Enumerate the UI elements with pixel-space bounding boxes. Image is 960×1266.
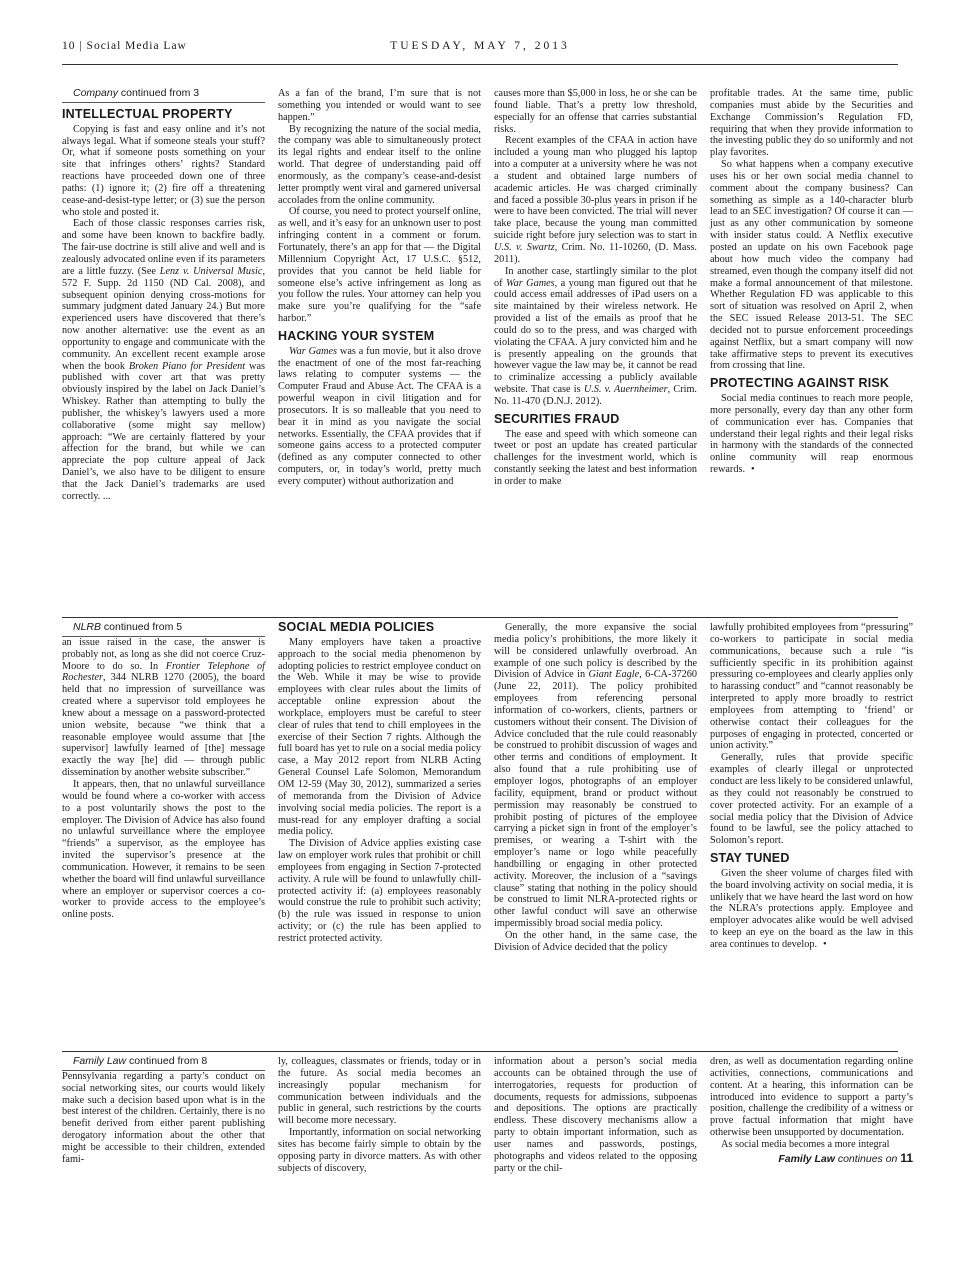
jump-line[interactable]: Family Law continues on 11 <box>778 1150 913 1165</box>
nlrb-article <box>62 620 913 1047</box>
paragraph: Each of those classic responses carries risk, and some have been known to backfire badly. The fair-use doctrine is still alive and well and is zealously advocated online even if its parameters are a little fuzzy. (See Lenz v. Universal Music, 572 F. Supp. 2d 1150 (ND Cal. 2008), and subsequent opinion denying cross-motions for summary judgment dated January 24.) But more experienced users have discovered that there’s now another alternative: use the event as an opportunity to engage and communicate with the community. An excellent recent example arose when the book Broken Piano for President was published with cover art that was pretty obviously inspired by the label on Jack Daniel’s Whiskey. Rather than attempting to bully the publisher, the whiskey’s lawyers used a more collaborative (some might say mellow) approach: “We are certainly flattered by your affection for the brand, but while we can appreciate the pop culture appeal of Jack Daniel’s, we also have to be diligent to ensure that the Jack Daniel’s trademarks are used correctly. ... <box>62 218 265 502</box>
paragraph: So what happens when a company executive uses his or her own social media channel to comment about the company business? Can something as simple as a 140-character blurb lead to an SEC investigation? Of course it can — just as any other communication by someone with insider status could. A Netflix executive posted an update on his own Facebook page about how much video the company had streamed, even though the company itself did not make a formal announcement of that milestone. Whether Regulation FD was applicable to this sort of situation was resolved on April 2, when the SEC issued Release 2013-51. The SEC decided not to pursue enforcement proceedings against Netflix, but a smart company will now take affirmative steps to prevent its executives from crossing that line. <box>710 159 913 372</box>
column-3 <box>494 1056 697 1174</box>
subhead-intellectual-property: INTELLECTUAL PROPERTY <box>62 106 233 121</box>
paragraph: causes more than $5,000 in loss, he or she can be found liable. That’s a pretty low threshold, especially for an offense that carries substantial risks. <box>494 88 697 135</box>
paragraph: ly, colleagues, classmates or friends, today or in the future. As social media becomes an increasingly popular mechanism for communication between individuals and the public in general, such restrictions by the courts will become more necessary. <box>278 1056 481 1127</box>
paragraph: The Division of Advice applies existing case law on employer work rules that prohibit or chill employees from engaging in Section 7-protected activity. A rule will be found to unlawfully chill-protected activity if: (a) employees reasonably would construe the rule to prohibit such activity; (b) the rule was issued in response to union activity; or (c) the rule has been applied to restrict protected activity. <box>278 838 481 944</box>
column-1 <box>62 88 265 503</box>
paragraph: Generally, rules that provide specific examples of clearly illegal or unprotected conduct are less likely to be considered unlawful, as they could not reasonably be construed to cover protected activity. For an example of a social media policy that the Division of Advice found to be lawful, see the policy attached to Solomon’s report. <box>710 752 913 847</box>
continued-line: Family Law continued from 8 <box>62 1056 265 1071</box>
paragraph: Pennsylvania regarding a party’s conduct on social networking sites, our courts would likely make such a decision based upon what is in the best interest of the children. Certainly, there is no benefit derived from either parent publishing derogatory information about the other that might be accessible to their children, extended fami- <box>62 1070 265 1165</box>
subhead-social-media-policies: SOCIAL MEDIA POLICIES <box>278 620 435 634</box>
subhead-stay-tuned: STAY TUNED <box>710 851 790 866</box>
column-2 <box>278 1056 481 1174</box>
column-2 <box>278 88 481 488</box>
section-rule <box>62 1051 898 1052</box>
end-mark: • <box>823 938 827 950</box>
paragraph: an issue raised in the case, the answer is probably not, as long as she did not coerce Cruz-Moore to do so. In Frontier Telephone of Rochester, 344 NLRB 1270 (2005), the board held that no impression of surveillance was created where a supervisor told employees he knew about a message on a password-protected union website, because “we think that a reasonable employee would assume that [the supervisor] lawfully learned of [the] message exactly the way [he] did — through public dissemination by another website subscriber.” <box>62 636 265 779</box>
paragraph: Generally, the more expansive the social media policy’s prohibitions, the more likely it will be considered unlawfully overbroad. An example of one such policy is described by the Division of Advice in Giant Eagle, 6-CA-37260 (June 22, 2011). The policy prohibited employees from referencing personal information of co-workers, clients, partners or customers without their consent. The Division of Advice concluded that the rule could reasonably be construed to prohibit discussion of wages and other terms and conditions of employment. It also found that a rule prohibiting use of employer logos, photographs of an employer facility, equipment, brand or product without permission may reasonably be construed to prohibit posting of pictures of the employee carrying a picket sign in front of the employer’s premises, or wearing a T-shirt with the employer’s name or logo while peacefully handbilling or engaging in other protected activity. Moreover, the inclusion of a “savings clause” stating that nothing in the policy should be construed to limit NLRA-protected rights or other lawful conduct will save an otherwise impermissibly broad social media policy. <box>494 622 697 930</box>
paragraph: Given the sheer volume of charges filed with the board involving activity on social media, it is unlikely that we have heard the last word on how the NLRA’s protections apply. Employee and employer advocates alike would be well advised to keep an eye on the board as the law in this area continues to develop. • <box>710 867 913 950</box>
column-2 <box>278 622 481 945</box>
paragraph: It appears, then, that no unlawful surveillance would be found where a co-worker with access to a post voluntarily shows the post to the employer. The Division of Advice has also found no unlawful surveillance where the employee “friends” a supervisor, as the employee has invited the supervisor’s presence at the communication. However, it remains to be seen whether the board will find unlawful surveillance where an employer or supervisor coerces a co-worker to provide access to the employee’s online posts. <box>62 778 265 921</box>
running-header <box>62 40 898 60</box>
subhead-securities-fraud: SECURITIES FRAUD <box>494 411 620 426</box>
paragraph: Social media continues to reach more people, more personally, every day than any other form of communication ever has. Companies that understand their legal rights and their legal risks in harmony with the standards of the connected online community will reap enormous rewards. • <box>710 393 913 476</box>
column-4 <box>710 1056 913 1166</box>
paragraph: As social media becomes a more integral <box>721 1138 890 1150</box>
paragraph: By recognizing the nature of the social media, the company was able to simultaneously protect its legal rights and endear itself to the online world. That degree of understanding paid off enormously, as the company’s cease-and-desist letter promptly went viral and garnered universal accolades from the online community. <box>278 123 481 206</box>
family-law-article <box>62 1055 913 1206</box>
column-3 <box>494 622 697 954</box>
paragraph: profitable trades. At the same time, public companies must abide by the Securities and Exchange Commission’s Regulation FD, requiring that when they provide information to the investing public they do so uniformly and not play favorites. <box>710 88 913 159</box>
continued-line: NLRB continued from 5 <box>62 622 265 637</box>
end-mark: • <box>751 464 755 476</box>
column-4 <box>710 88 913 476</box>
company-article <box>62 87 913 613</box>
continued-line: Company continued from 3 <box>62 88 265 103</box>
subhead-hacking: HACKING YOUR SYSTEM <box>278 328 435 343</box>
paragraph: Importantly, information on social networking sites has become fairly simple to obtain by the opposing party in divorce matters. As with other subjects of discovery, <box>278 1127 481 1174</box>
paragraph: Recent examples of the CFAA in action have included a young man who plugged his laptop into a computer at a university where he was not a student and obtained large numbers of academic articles. He was charged criminally and faced a possible 30-plus years in prison if he were to have been convicted. The trial will never take place, because the young man committed suicide right before jury selection was to start in U.S. v. Swartz, Crim. No. 11-10260, (D. Mass. 2011). <box>494 135 697 265</box>
paragraph: The ease and speed with which someone can tweet or post an update has created particular challenges for the investment world, which is constantly seeking the latest and best information in order to make <box>494 428 697 487</box>
paragraph: War Games was a fun movie, but it also drove the enactment of one of the most far-reaching laws relating to computer systems — the Computer Fraud and Abuse Act. The CFAA is a powerful weapon in civil litigation and for prosecutors. It is so malleable that you need to bear it in mind as you navigate the social networks. Essentially, the CFAA provides that if someone gains access to a protected computer (defined as any computer connected to other computers, or, in today’s world, pretty much every computer) without authorization and <box>278 345 481 487</box>
paragraph: Copying is fast and easy online and it’s not always legal. What if someone steals your stuff? Or, what if someone posts something on your site that infringes others’ rights? Standard reactions have proceeded down one of three paths: (1) ignore it; (2) fire off a threatening cease-and-desist-type letter; or (3) sue the person who stole and posted it. <box>62 123 265 218</box>
header-rule <box>62 64 898 65</box>
column-1 <box>62 622 265 921</box>
section-rule <box>62 617 898 618</box>
paragraph: information about a person’s social media accounts can be obtained through the use of interrogatories, requests for production of documents, requests for admissions, subpoenas and depositions. The options are practically endless. These discovery mechanisms allow a party to obtain important information, such as user names and passwords, postings, photographs and videos related to the opposing party or the chil- <box>494 1056 697 1174</box>
paragraph: As a fan of the brand, I’m sure that is not something you intended or would want to see happen.” <box>278 88 481 123</box>
paragraph: On the other hand, in the same case, the Division of Advice decided that the policy <box>494 929 697 953</box>
page-folio: 10 | Social Media Law <box>62 40 187 52</box>
paragraph: Of course, you need to protect yourself online, as well, and it’s easy for an unknown user to post infringing content in a comment or forum. Fortunately, there’s an app for that — the Digital Millennium Copyright Act, 17 U.S.C. §512, provides that you cannot be held liable for someone else’s active infringement as long as you follow the rules. Your attorney can help you make sure you’re qualifying for the “safe harbor.” <box>278 206 481 325</box>
subhead-protecting-against-risk: PROTECTING AGAINST RISK <box>710 376 890 391</box>
column-4 <box>710 622 913 951</box>
column-3 <box>494 88 697 488</box>
column-1 <box>62 1056 265 1166</box>
issue-date: TUESDAY, MAY 7, 2013 <box>390 40 570 52</box>
paragraph: Many employers have taken a proactive approach to the social media phenomenon by adopting policies to restrict employee conduct on the Web. While it may be wise to provide employees with clear rules about the limits of acceptable online expression about the workplace, employers must be careful to steer clear of rules that tend to chill employees in the exercise of their Section 7 rights. Although the full board has yet to rule on a social media policy case, a May 2012 report from NLRB Acting General Counsel Lafe Solomon, Memorandum OM 12-59 (May 30, 2012), summarized a series of memoranda from the Division of Advice involving social media policies. The report is a must-read for any employer drafting a social media policy. <box>278 636 481 838</box>
paragraph: In another case, startlingly similar to the plot of War Games, a young man figured out that he could access email addresses of iPad users on a site maintained by their wireless network. He provided a list of the emails as proof that he could do so to the press, and was charged with violating the CFAA. A jury convicted him and he is presently appealing on the grounds that however vague the law may be, it cannot be read to criminalize accessing a publicly available website. That case is U.S. v. Auernheimer, Crim. No. 11-470 (D.N.J. 2012). <box>494 265 697 407</box>
paragraph: lawfully prohibited employees from “pressuring” co-workers to participate in social media communications, because such a rule “is sufficiently specific in its prohibition against pressuring co-employees and clearly applies only to harassing conduct” and “cannot reasonably be interpreted to apply more broadly to restrict employees from attempting to ‘friend’ or otherwise contact their colleagues for the purposes of engaging in protected, concerted or union activity.” <box>710 622 913 752</box>
paragraph: dren, as well as documentation regarding online activities, connections, communications and content. At a hearing, this information can be introduced into evidence to support a party’s position, challenge the credibility of a witness or prove factual information that might have otherwise been unsupported by documentation. <box>710 1056 913 1139</box>
